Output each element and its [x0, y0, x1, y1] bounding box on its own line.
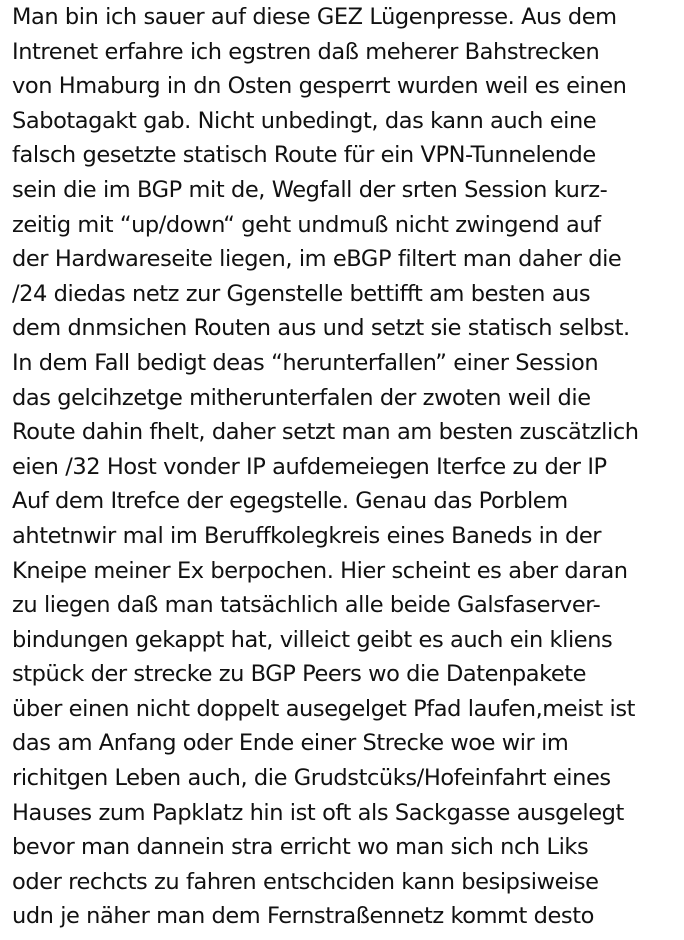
text-line: Sabotagakt gab. Nicht unbedingt, das kann auch eine	[12, 107, 597, 134]
text-line: falsch gesetzte statisch Route für ein VPN-Tunnelende	[12, 142, 596, 169]
text-line: dem dnmsichen Routen aus und setzt sie statisch selbst.	[12, 315, 630, 342]
text-line: udn je näher man dem Fernstraßennetz kommt desto	[12, 903, 594, 930]
text-line: Kneipe meiner Ex berpochen. Hier scheint es aber daran	[12, 557, 628, 584]
text-line: Route dahin fhelt, daher setzt man am besten zuscätzlich	[12, 419, 639, 446]
text-line: bevor man dannein stra erricht wo man sich nch Liks	[12, 834, 589, 861]
text-line: In dem Fall bedigt deas “herunterfallen” einer Session	[12, 349, 599, 376]
text-line: Intrenet erfahre ich egstren daß meherer Bahstrecken	[12, 38, 600, 65]
text-line: /24 diedas netz zur Ggenstelle bettifft am besten aus	[12, 280, 591, 307]
text-line: richitgen Leben auch, die Grudstcüks/Hofeinfahrt eines	[12, 765, 611, 792]
text-line: zu liegen daß man tatsächlich alle beide Galsfaserver-	[12, 592, 601, 619]
text-line: das gelcihzetge mitherunterfalen der zwoten weil die	[12, 384, 591, 411]
body-text	[12, 0, 680, 934]
text-line: eien /32 Host vonder IP aufdemeiegen Iterfce zu der IP	[12, 453, 607, 480]
text-line: oder rechcts zu fahren entschciden kann besipsiweise	[12, 868, 599, 895]
text-line: der Hardwareseite liegen, im eBGP filtert man daher die	[12, 246, 622, 273]
text-line: von Hmaburg in dn Osten gesperrt wurden weil es einen	[12, 73, 627, 100]
text-line: Hauses zum Papklatz hin ist oft als Sackgasse ausgelegt	[12, 799, 624, 826]
text-line: zeitig mit “up/down“ geht undmuß nicht zwingend auf	[12, 211, 601, 238]
text-line: Man bin ich sauer auf diese GEZ Lügenpresse. Aus dem	[12, 4, 617, 30]
text-line: ahtetnwir mal im Beruffkolegkreis eines Baneds in der	[12, 522, 602, 549]
text-line: stpück der strecke zu BGP Peers wo die Datenpakete	[12, 661, 587, 688]
text-line: Auf dem Itrefce der egegstelle. Genau das Porblem	[12, 488, 568, 515]
text-line: das am Anfang oder Ende einer Strecke woe wir im	[12, 730, 569, 757]
text-line: bindungen gekappt hat, villeict geibt es auch ein kliens	[12, 626, 613, 653]
text-line: sein die im BGP mit de, Wegfall der srten Session kurz-	[12, 176, 608, 203]
text-line: über einen nicht doppelt ausegelget Pfad laufen,meist ist	[12, 695, 636, 722]
